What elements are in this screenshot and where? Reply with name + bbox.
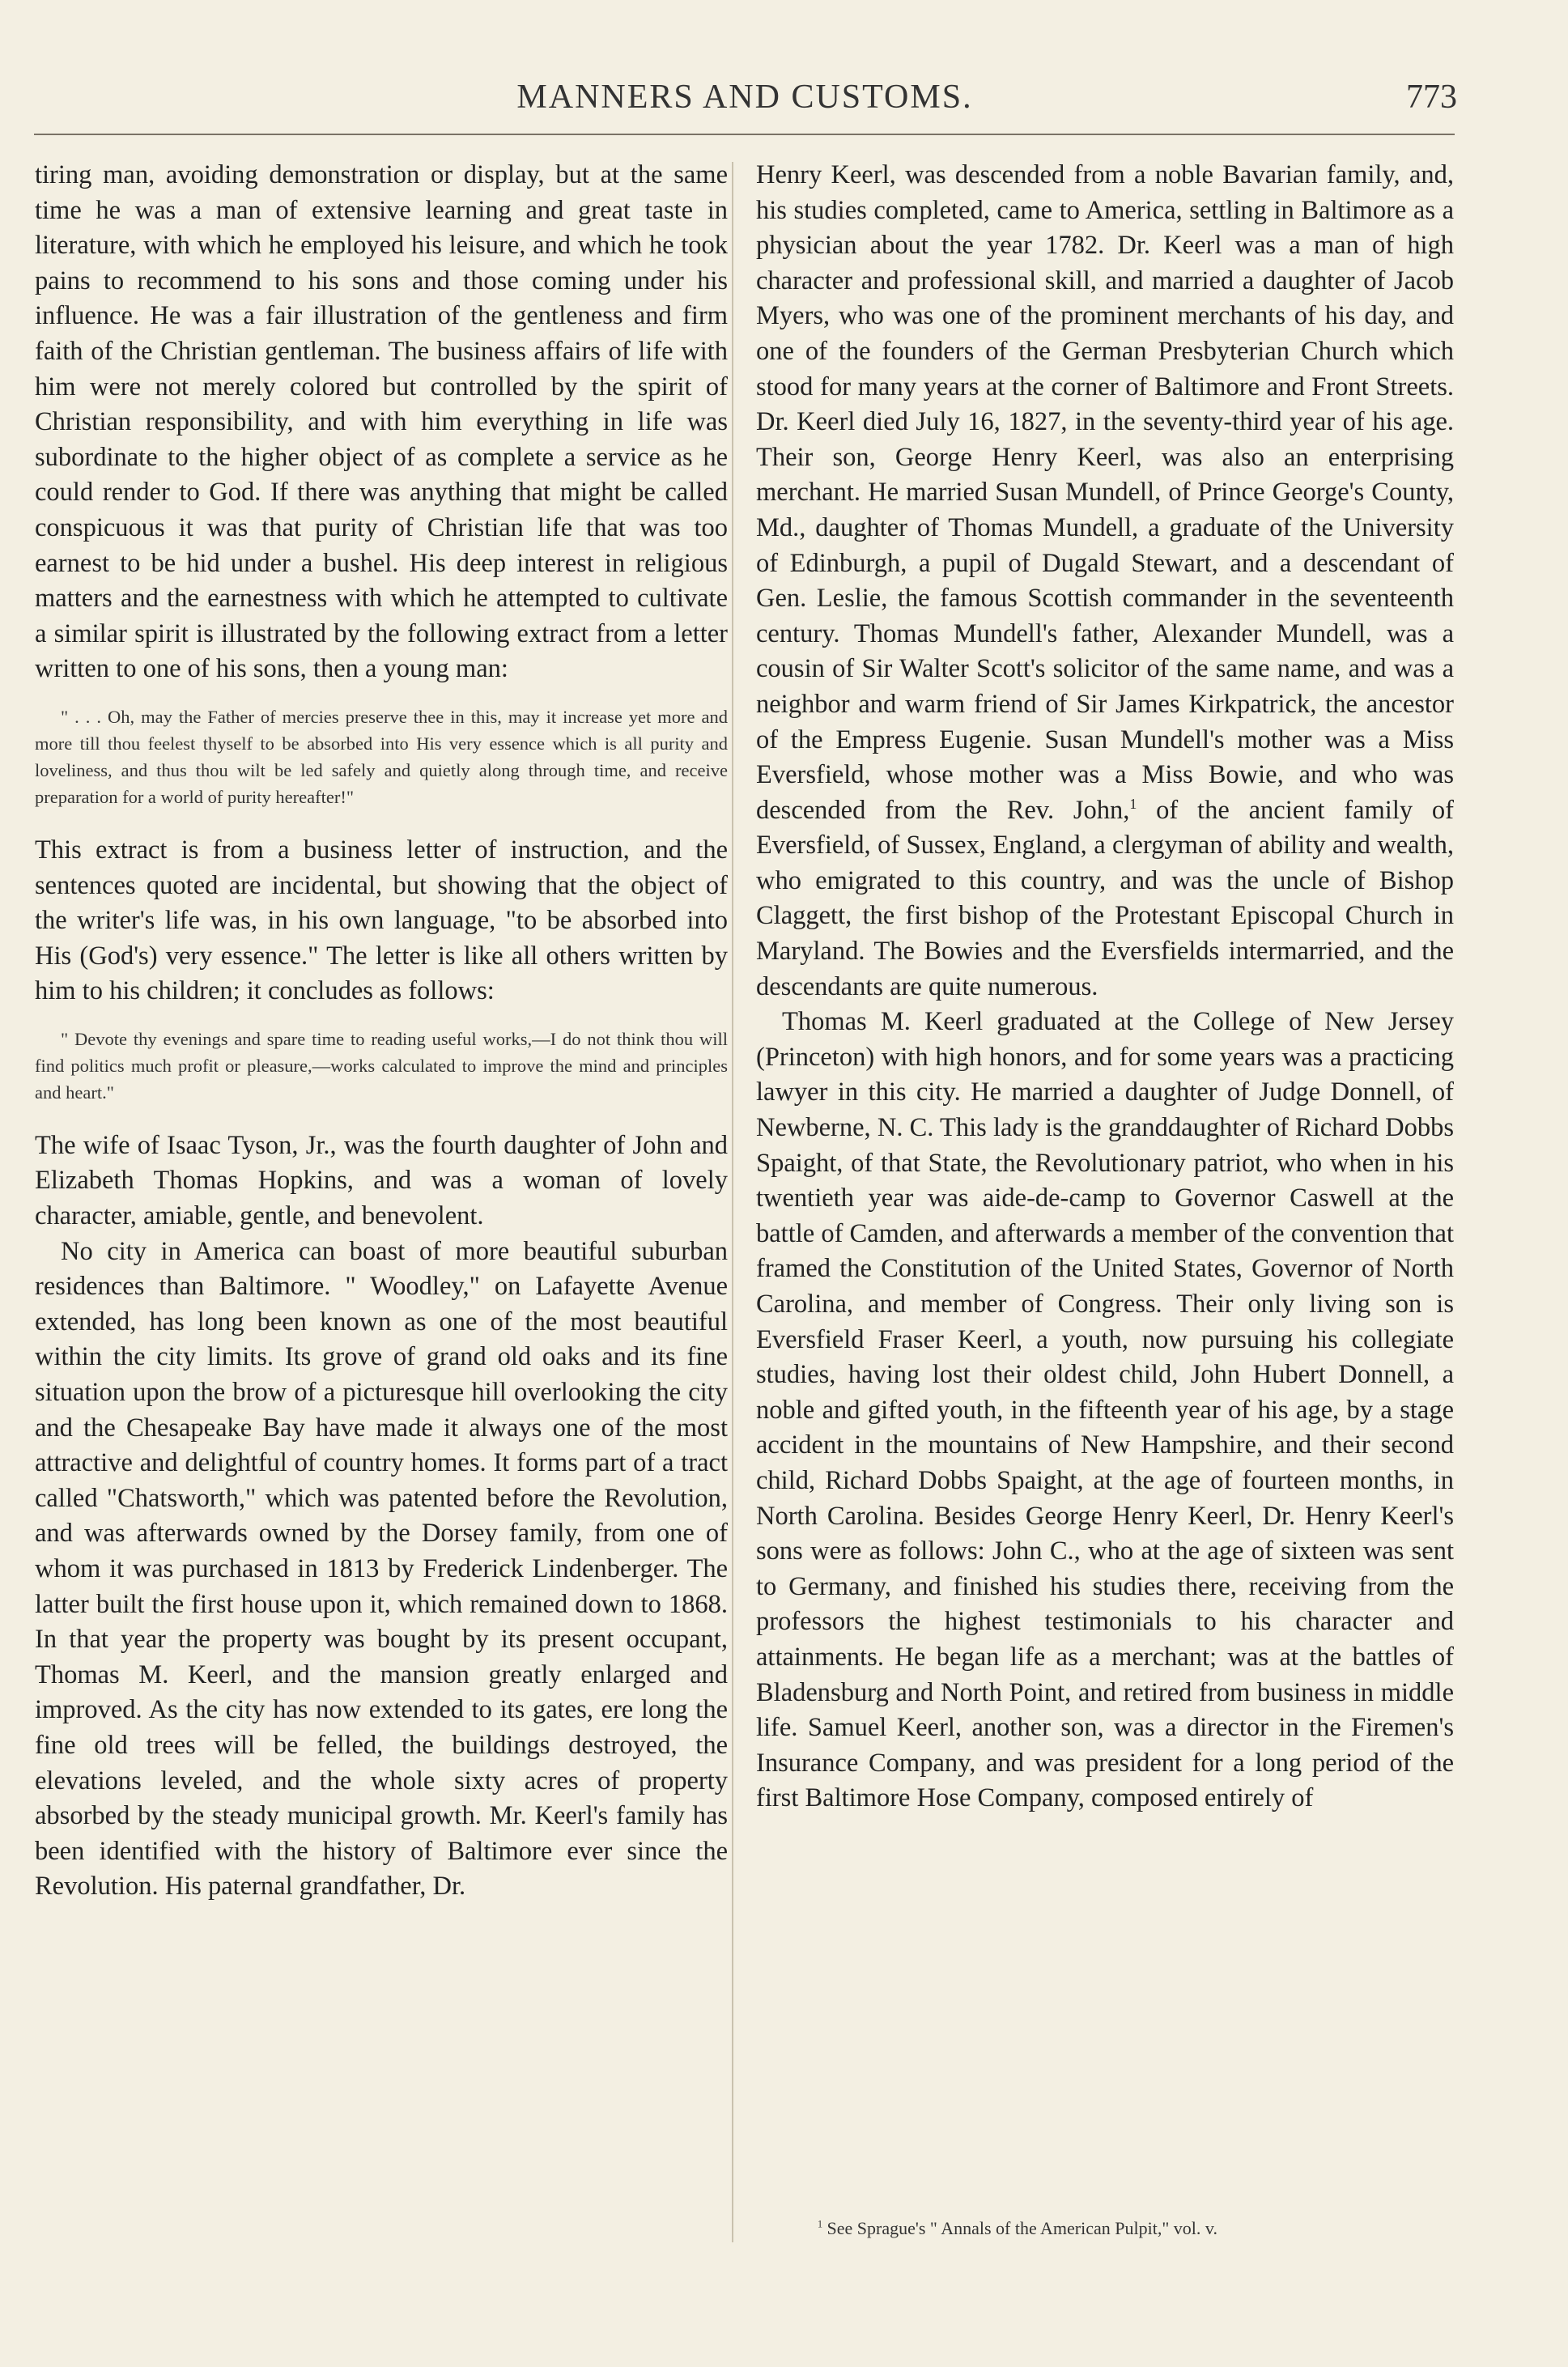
paragraph [756,158,1454,1005]
footnote-marker: 1 [818,2218,823,2230]
paragraph: The wife of Isaac Tyson, Jr., was the fourth daughter of John and Elizabeth Thomas Hopkins, and was a woman of lovely character, amiable, gentle, and benevolent. [35,1130,728,1231]
block-quote: " Devote thy evenings and spare time to reading useful works,—I do not think thou will find politics much profit or pleasure,—works calculated to improve the mind and principles and heart." [35,1028,728,1103]
column-divider [732,162,733,2242]
paragraph: Thomas M. Keerl graduated at the College of New Jersey (Princeton) with high honors, and for some years was a practicing lawyer in this city. He married a daughter of Judge Donnell, of Newberne, N. C. This lady is the granddaughter of Richard Dobbs Spaight, of that State, the Revolutionary patriot, who when in his twentieth year was aide-de-camp to Governor Caswell at the battle of Camden, and afterwards a member of the convention that framed the Constitution of the United States, Governor of North Carolina, and member of Congress. Their only living son is Eversfield Fraser Keerl, a youth, now pursuing his collegiate studies, having lost their oldest child, John Hubert Donnell, a noble and gifted youth, in the fifteenth year of his age, by a stage accident in the mountains of New Hampshire, and their second child, Richard Dobbs Spaight, at the age of fourteen months, in North Carolina. Besides George Henry Keerl, Dr. Henry Keerl's sons were as follows: John C., who at the age of sixteen was sent to Germany, and finished his studies there, receiving from the professors the highest testimonials to his character and attainments. He began life as a merchant; was at the battles of Bladensburg and North Point, and retired from business in middle life. Samuel Keerl, another son, was a director in the Firemen's Insurance Company, and was president for a long period of the first Baltimore Hose Company, composed entirely of [756,1007,1454,1813]
right-column [756,158,1454,1817]
footnote-text: See Sprague's " Annals of the American Pulpit," vol. v. [822,2218,1217,2238]
page-number: 773 [1406,79,1457,116]
paragraph: No city in America can boast of more beautiful suburban residences than Baltimore. " Woodley," on Lafayette Avenue extended, has long been known as one of the most beautiful within the city limits. Its grove of grand old oaks and its fine situation upon the brow of a picturesque hill overlooking the city and the Chesapeake Bay have made it always one of the most attractive and delightful of country homes. It forms part of a tract called "Chatsworth," which was patented before the Revolution, and was afterwards owned by the Dorsey family, from one of whom it was purchased in 1813 by Frederick Lindenberger. The latter built the first house upon it, which remained down to 1868. In that year the property was bought by its present occupant, Thomas M. Keerl, and the mansion greatly enlarged and improved. As the city has now extended to its gates, ere long the fine old trees will be felled, the buildings destroyed, the elevations leveled, and the whole sixty acres of property absorbed by the steady municipal growth. Mr. Keerl's family has been identified with the history of Baltimore ever since the Revolution. His paternal grandfather, Dr. [35,1236,728,1902]
footnote-reference: 1 [1129,795,1137,812]
running-title: MANNERS AND CUSTOMS. [516,79,973,116]
header-rule [34,134,1455,135]
footnote [818,2218,1457,2239]
paragraph-text: Henry Keerl, was descended from a noble Bavarian family, and, his studies completed, came to America, settling in Baltimore as a physician about the year 1782. Dr. Keerl was a man of high character and professional skill, and married a daughter of Jacob Myers, who was one of the prominent merchants of his day, and one of the founders of the German Presbyterian Church which stood for many years at the corner of Baltimore and Front Streets. Dr. Keerl died July 16, 1827, in the seventy-third year of his age. Their son, George Henry Keerl, was also an enterprising merchant. He married Susan Mundell, of Prince George's County, Md., daughter of Thomas Mundell, a graduate of the University of Edinburgh, a pupil of Dugald Stewart, and a descendant of Gen. Leslie, the famous Scottish commander in the seventeenth century. Thomas Mundell's father, Alexander Mundell, was a cousin of Sir Walter Scott's solicitor of the same name, and was a neighbor and warm friend of Sir James Kirkpatrick, the ancestor of the Empress Eugenie. Susan Mundell's mother was a Miss Eversfield, whose mother was a Miss Bowie, and who was descended from the Rev. John, [756,160,1454,825]
paragraph: This extract is from a business letter of instruction, and the sentences quoted are incidental, but showing that the object of the writer's life was, in his own language, "to be absorbed into His (God's) very essence." The letter is like all others written by him to his children; it concludes as follows: [35,835,728,1006]
paragraph-text: of the ancient family of Eversfield, of Sussex, England, a clergyman of ability and wealth, who emigrated to this country, and was the uncle of Bishop Claggett, the first bishop of the Protestant Episcopal Church in Maryland. The Bowies and the Eversfields intermarried, and the descendants are quite numerous. [756,795,1454,1001]
page-header [32,78,1457,118]
left-column [35,158,728,1905]
paragraph: tiring man, avoiding demonstration or display, but at the same time he was a man of extensive learning and great taste in literature, with which he employed his leisure, and which he took pains to recommend to his sons and those coming under his influence. He was a fair illustration of the gentleness and firm faith of the Christian gentleman. The business affairs of life with him were not merely colored but controlled by the spirit of Christian responsibility, and with him everything in life was subordinate to the higher object of as complete a service as he could render to God. If there was anything that might be called conspicuous it was that purity of Christian life that was too earnest to be hid under a bushel. His deep interest in religious matters and the earnestness with which he attempted to cultivate a similar spirit is illustrated by the following extract from a letter written to one of his sons, then a young man: [35,160,728,684]
block-quote: " . . . Oh, may the Father of mercies preserve thee in this, may it increase yet more and more till thou feelest thyself to be absorbed into His very essence which is all purity and loveliness, and thus thou wilt be led safely and quietly along through time, and receive preparation for a world of purity hereafter!" [35,706,728,807]
